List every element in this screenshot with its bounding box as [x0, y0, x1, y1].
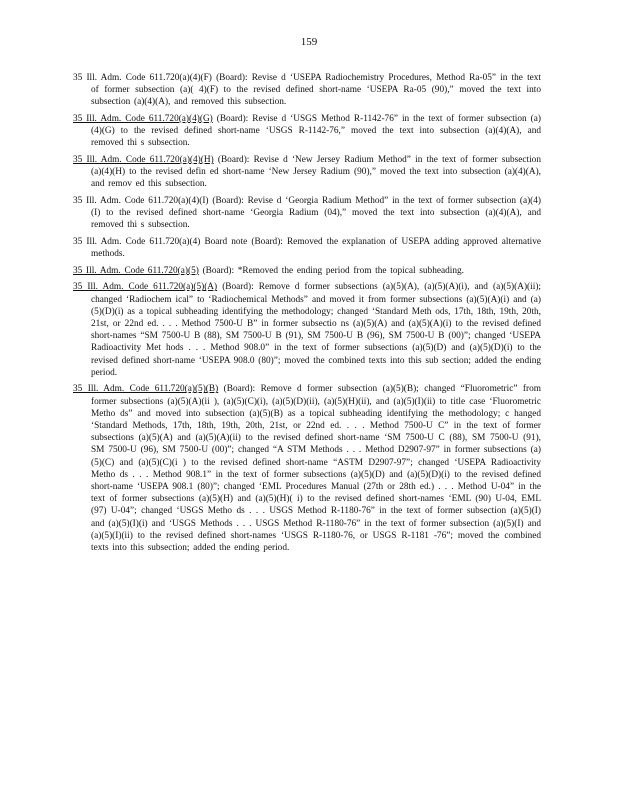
amendment-list	[73, 72, 541, 559]
amendment-entry-5a	[73, 281, 541, 379]
entry-citation: 35 Ill. Adm. Code 611.720(a)(5)	[73, 265, 199, 276]
entry-text: (Board): Revise d ‘Georgia Radium Method” in the text of former subsection (a)(4)(I) to the revised defined short-name ‘Georgia Radium (04),” moved the text into subsection (a)(4)(A), and removed thi s subsection.	[91, 196, 542, 231]
entry-citation: 35 Ill. Adm. Code 611.720(a)(5)(A)	[73, 282, 218, 293]
amendment-entry-4i	[73, 195, 541, 232]
amendment-entry-5b	[73, 383, 541, 554]
amendment-entry-4h	[73, 154, 541, 191]
entry-citation: 35 Ill. Adm. Code 611.720(a)(4)(H)	[73, 155, 214, 165]
entry-citation: 35 Ill. Adm. Code 611.720(a)(4)	[73, 237, 201, 247]
amendment-entry-4-board-note	[73, 236, 541, 260]
amendment-entry-5	[73, 265, 541, 277]
entry-text: (Board): Revise d ‘USEPA Radiochemistry Procedures, Method Ra-05” in the text of former subsection (a)( 4)(F) to the revised defined short-name ‘USEPA Ra-05 (90),” moved the text into subsection (a)(4)(A), and removed this subsection.	[91, 73, 542, 108]
entry-text: (Board): Revise d ‘USGS Method R-1142-76” in the text of former subsection (a)(4)(G) to the revised defined short-name ‘USGS R-1142-76,” moved the text into subsection (a)(4)(A), and removed thi s subsection.	[91, 114, 541, 149]
amendment-entry-4f	[73, 72, 541, 109]
entry-text: (Board): *Removed the ending period from the topical subheading.	[198, 265, 464, 276]
entry-citation: 35 Ill. Adm. Code 611.720(a)(4)(G)	[73, 114, 213, 124]
entry-text: (Board): Remove d former subsections (a)(5)(A), (a)(5)(A)(i), and (a)(5)(A)(ii); changed ‘Radiochem ical” to ‘Radiochemical Methods” and moved it from former subsections (a)(5)(A)(i) and (a)(5)(D)(i) as a topical subheading identifying the methodology; changed ‘Standard Meth ods, 17th, 18th, 19th, 20th, 21st, or 22nd ed. . . . Method 7500-U B” in former subsectio ns (a)(5)(A) and (a)(5)(A)(i) to the revised defined short-names “SM 7500-U B (88), SM 7500-U B (91), SM 7500-U B (96), SM 7500-U B (00)”; changed ‘USEPA Radioactivity Met hods . . . Method 908.0” in the text of former subsections (a)(5)(D) and (a)(5)(D)(i) to the revised defined short-name ‘USEPA 908.0 (80)”; moved the combined texts into this sub section; added the ending period.	[91, 282, 541, 378]
entry-citation: 35 Ill. Adm. Code 611.720(a)(5)(B)	[73, 384, 219, 395]
entry-text: Board note (Board): Removed the explanation of USEPA adding approved alternative methods.	[91, 237, 542, 260]
page-number: 159	[300, 36, 318, 48]
entry-text: (Board): Revise d ‘New Jersey Radium Method” in the text of former subsection (a)(4)(H) to the revised defin ed short-name ‘New Jersey Radium (90),” moved the text into subsection (a)(4)(A), and remov ed this subsection.	[91, 155, 541, 190]
amendment-entry-4g	[73, 113, 541, 150]
entry-text: (Board): Remove d former subsection (a)(5)(B); changed “Fluorometric” from former subsections (a)(5)(A)(ii ), (a)(5)(C)(i), (a)(5)(D)(ii), (a)(5)(H)(ii), and (a)(5)(I)(ii) to title case ‘Fluorometric Metho ds” and moved into subsection (a)(5)(B) as a topical subheading identifying the methodology; c hanged ‘Standard Methods, 17th, 18th, 19th, 20th, 21st, or 22nd ed. . . . Method 7500-U C” in the text of former subsections (a)(5)(A) and (a)(5)(A)(ii) to the revised defined short-name ‘SM 7500-U C (88), SM 7500-U (91), SM 7500-U (96), SM 7500-U (00)”; changed “A STM Methods . . . Method D2907-97” in former subsections (a)(5)(C) and (a)(5)(C)(i ) to the revised defined short-name “ASTM D2907-97”; changed ‘USEPA Radioactivity Metho ds . . . Method 908.1” in the text of former subsections (a)(5)(D) and (a)(5)(D)(i) to the revised defined short-name ‘USEPA 908.1 (80)”; changed ‘EML Procedures Manual (27th or 28th ed.) . . . Method U-04” in the text of former subsections (a)(5)(H) and (a)(5)(H)( i) to the revised defined short-names ‘EML (90) U-04, EML (97) U-04”; changed ‘USGS Metho ds . . . USGS Method R-1180-76” in the text of former subsection (a)(5)(I) and (a)(5)(I)(i) and ‘USGS Methods . . . USGS Method R-1180-76” in the text of former subsection (a)(5)(I) and (a)(5)(I)(ii) to the revised defined short-names ‘USGS R-1180-76, or USGS R-1181 -76”; moved the combined texts into this subsection; added the ending period.	[91, 384, 541, 554]
entry-citation: 35 Ill. Adm. Code 611.720(a)(4)(I)	[73, 196, 209, 206]
entry-citation: 35 Ill. Adm. Code 611.720(a)(4)(F)	[73, 73, 212, 83]
